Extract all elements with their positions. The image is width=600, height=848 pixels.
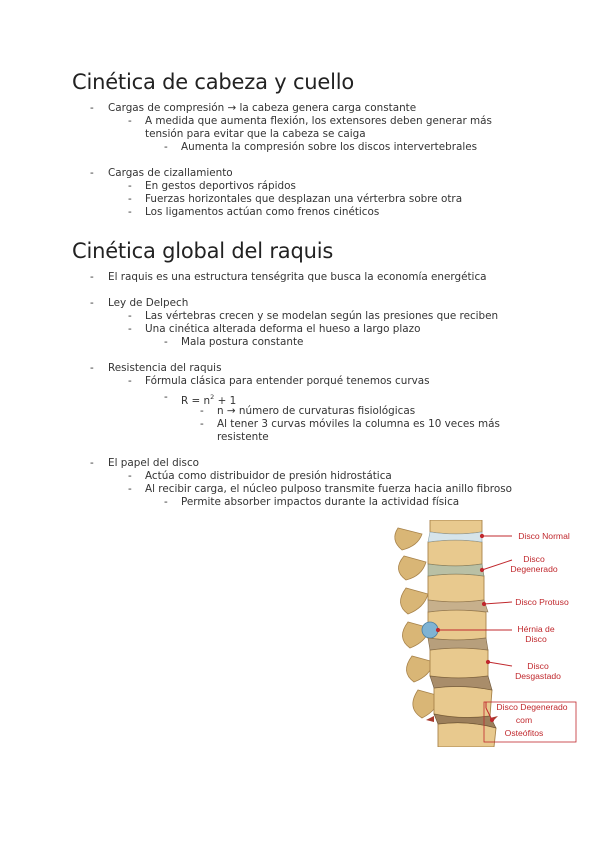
list-item: Cargas de cizallamiento [108,167,233,179]
list-dash: - [128,193,132,205]
spine-disc-illustration [378,520,578,747]
section-title-cinetica-raquis: Cinética global del raquis [72,239,334,263]
list-dash: - [128,206,132,218]
list-item: Al recibir carga, el núcleo pulposo transmite fuerza hacia anillo fibroso [145,483,512,495]
list-item: Cargas de compresión → la cabeza genera carga constante [108,102,417,114]
list-item: Los ligamentos actúan como frenos cinéticos [145,206,380,218]
list-item: A medida que aumenta flexión, los extensores deben generar más [145,115,492,127]
list-dash: - [128,483,132,495]
list-dash: - [164,141,168,153]
list-dash: - [128,470,132,482]
list-dash: - [128,180,132,192]
label-desgastado-2: Desgastado [515,671,561,681]
list-dash: - [164,391,168,403]
list-dash: - [164,336,168,348]
list-dash: - [90,102,94,114]
list-item: En gestos deportivos rápidos [145,180,296,192]
formula-exponent: 2 [210,393,215,401]
list-item: Ley de Delpech [108,297,189,309]
list-item: Una cinética alterada deforma el hueso a largo plazo [145,323,421,335]
list-item-continuation: tensión para evitar que la cabeza se caiga [145,128,366,140]
label-osteofitos-3: Osteófitos [504,728,544,738]
label-disco-protuso: Disco Protuso [515,597,569,607]
list-item-continuation: resistente [217,431,269,443]
list-item: Fórmula clásica para entender porqué tenemos curvas [145,375,430,387]
section-title-cinetica-cabeza: Cinética de cabeza y cuello [72,70,355,94]
list-item: El papel del disco [108,457,200,469]
label-disco-degenerado-1: Disco [523,554,545,564]
list-item: Actúa como distribuidor de presión hidrostática [145,470,392,482]
label-disco-normal: Disco Normal [518,531,570,541]
list-dash: - [128,310,132,322]
label-hernia-2: Disco [525,634,547,644]
list-item: El raquis es una estructura tenségrita que busca la economía energética [108,271,487,283]
list-dash: - [128,115,132,127]
list-dash: - [90,167,94,179]
label-hernia-1: Hérnia de [517,624,555,634]
list-dash: - [164,496,168,508]
list-item: Resistencia del raquis [108,362,222,374]
list-item: Mala postura constante [181,336,304,348]
list-item: Al tener 3 curvas móviles la columna es 10 veces más [217,418,500,430]
label-osteofitos-1: Disco Degenerado [496,702,568,712]
list-dash: - [90,362,94,374]
list-dash: - [128,323,132,335]
label-disco-degenerado-2: Degenerado [510,564,558,574]
list-dash: - [128,375,132,387]
list-item: Fuerzas horizontales que desplazan una vérterbra sobre otra [145,193,463,205]
list-dash: - [90,457,94,469]
formula-tail: + 1 [214,395,237,407]
list-dash: - [200,418,204,430]
list-dash: - [200,405,204,417]
list-item: Aumenta la compresión sobre los discos intervertebrales [181,141,478,153]
list-item: n → número de curvaturas fisiológicas [217,405,416,417]
list-item: Permite absorber impactos durante la actividad física [181,496,460,508]
list-dash: - [90,297,94,309]
formula-base: R = n [181,395,211,407]
list-dash: - [90,271,94,283]
label-desgastado-1: Disco [527,661,549,671]
list-item: Las vértebras crecen y se modelan según las presiones que reciben [145,310,499,322]
label-osteofitos-2: com [515,715,533,725]
